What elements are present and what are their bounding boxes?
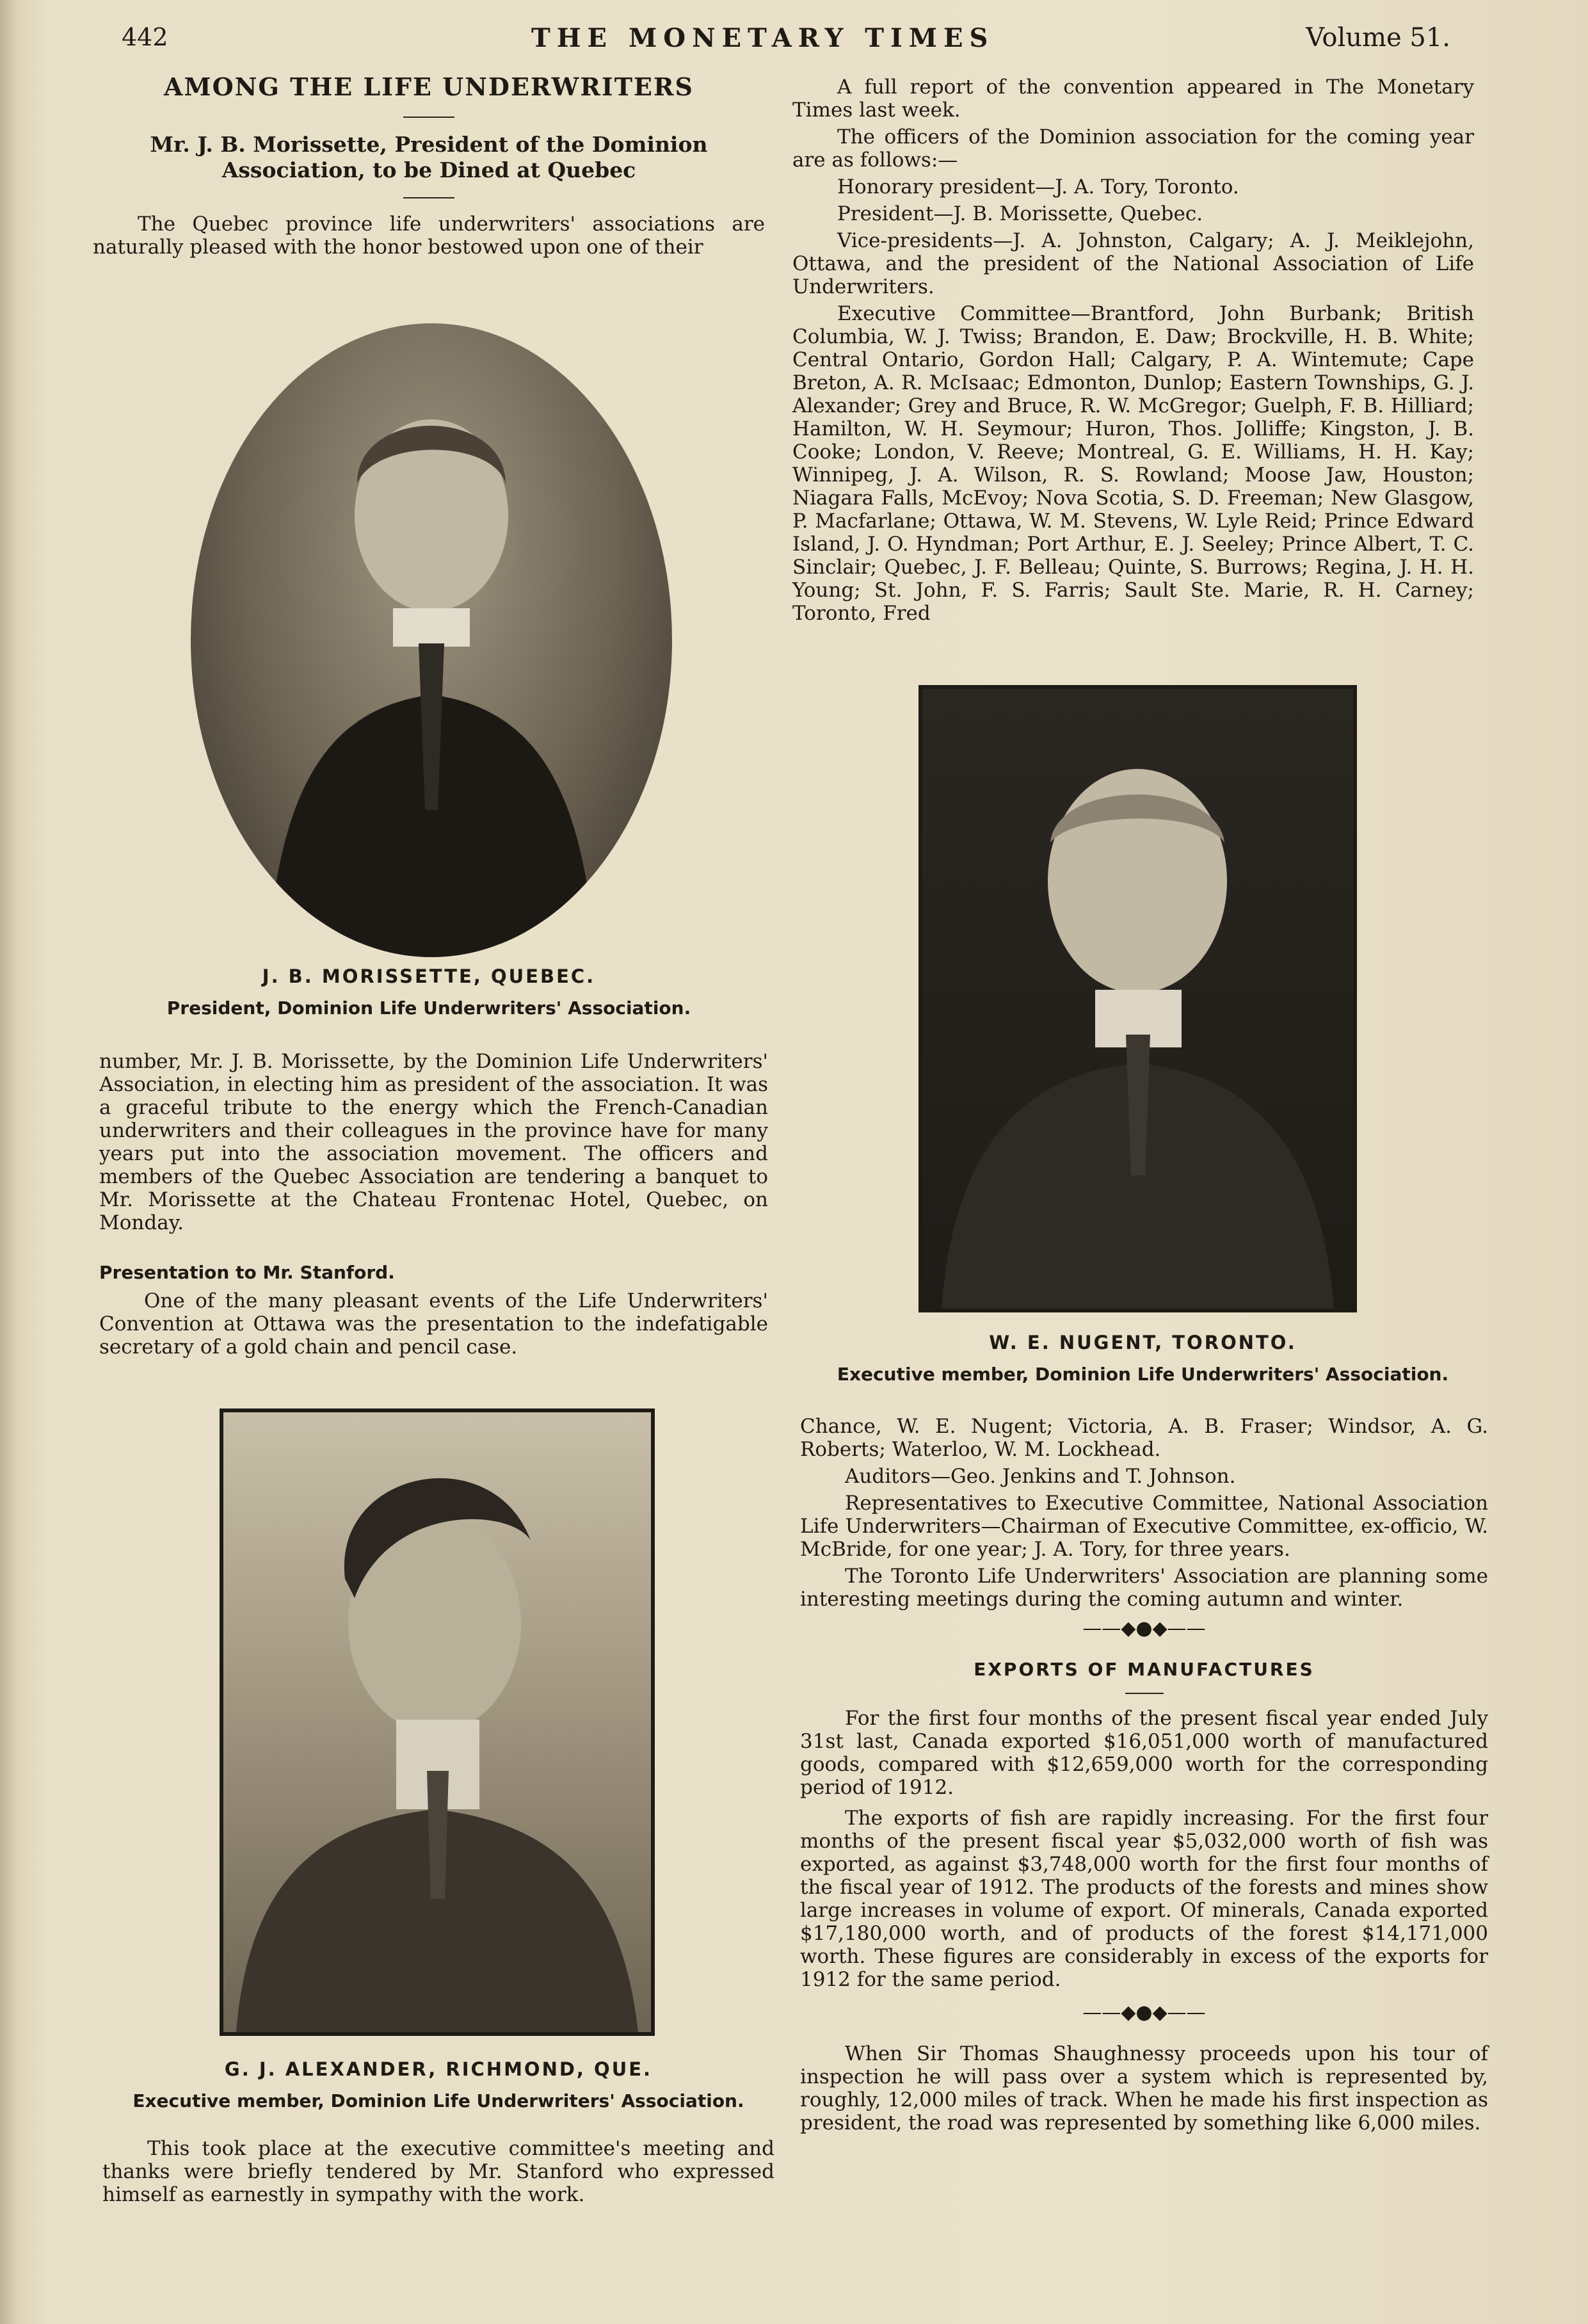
- ornament-divider: ——◆●◆——: [1082, 1617, 1206, 1640]
- paragraph: President—J. B. Morissette, Quebec.: [837, 202, 1203, 225]
- divider: [403, 197, 454, 198]
- paragraph: This took place at the executive committee's meeting and thanks were briefly tendered by Mr. Stanford who expressed himself as earnestly in sympathy with the work.: [102, 2137, 774, 2206]
- right-column-top: [792, 76, 1474, 629]
- publication-title: THE MONETARY TIMES: [531, 23, 995, 53]
- caption-name: G. J. ALEXANDER, RICHMOND, QUE.: [224, 2058, 653, 2080]
- portrait-nugent: [918, 685, 1357, 1312]
- paragraph: Auditors—Geo. Jenkins and T. Johnson.: [845, 1465, 1236, 1488]
- paragraph: Executive Committee—Brantford, John Burbank; British Columbia, W. J. Twiss; Brandon, E. Daw; Brockville, H. B. White; Central Ontario, Gordon Hall; Calgary, P. A. Wintemute; Cape Breton, A. R. McIsaac; Edmonton, Dunlop; Eastern Townships, G. J. Alexander; Grey and Bruce, R. W. McGregor; Guelph, F. B. Hilliard; Hamilton, W. H. Seymour; Huron, Thos. Jolliffe; Kingston, J. B. Cooke; London, V. Reeve; Montreal, G. E. Williams, H. H. Kay; Winnipeg, J. A. Wilson, R. S. Rowland; Moose Jaw, Houston; Niagara Falls, McEvoy; Nova Scotia, S. D. Freeman; New Glasgow, P. Macfarlane; Ottawa, W. M. Stevens, W. Lyle Reid; Prince Edward Island, J. O. Hyndman; Port Arthur, E. J. Seeley; Prince Albert, T. C. Sinclair; Quebec, J. F. Belleau; Quinte, S. Burrows; Regina, J. H. H. Young; St. John, F. S. Farris; Sault Ste. Marie, R. H. Carney; Toronto, Fred: [792, 302, 1474, 625]
- caption-alexander: [93, 2058, 784, 2111]
- photo-area: [922, 689, 1353, 1309]
- divider: [403, 117, 454, 118]
- right-column-middle: [800, 1415, 1488, 2138]
- caption-nugent: [792, 1332, 1493, 1385]
- intro-paragraph: The Quebec province life underwriters' associations are naturally pleased with the honor bestowed upon one of their: [93, 213, 765, 259]
- caption-morissette: [93, 965, 765, 1019]
- portrait-alexander: [220, 1408, 655, 2036]
- volume-label: Volume 51.: [1306, 23, 1450, 52]
- paragraph: Vice-presidents—J. A. Johnston, Calgary; A. J. Meiklejohn, Ottawa, and the president of the National Association of Life Underwriters.: [792, 229, 1474, 298]
- paragraph: Representatives to Executive Committee, National Association Life Underwriters—Chairman of Executive Committee, ex-officio, W. McBride, for one year; J. A. Tory, for three years.: [800, 1492, 1488, 1561]
- left-column-top: [93, 72, 765, 262]
- paragraph: number, Mr. J. B. Morissette, by the Dominion Life Underwriters' Association, in electing him as president of the association. It was a graceful tribute to the energy which the French-Canadian underwriters and their colleagues in the province have for many years put into the association movement. The officers and members of the Quebec Association are tendering a banquet to Mr. Morissette at the Chateau Frontenac Hotel, Quebec, on Monday.: [99, 1050, 768, 1234]
- paragraph: The officers of the Dominion association for the coming year are as follows:—: [792, 125, 1474, 172]
- portrait-figure: [922, 689, 1353, 1309]
- paragraph: Chance, W. E. Nugent; Victoria, A. B. Fraser; Windsor, A. G. Roberts; Waterloo, W. M. Lockhead.: [800, 1415, 1488, 1461]
- caption-name: W. E. NUGENT, TORONTO.: [989, 1332, 1297, 1353]
- portrait-figure: [191, 323, 672, 957]
- paragraph: The exports of fish are rapidly increasing. For the first four months of the present fiscal year $5,032,000 worth of fish was exported, as against $3,748,000 worth for the first four months of the fiscal year of 1912. The products of the forests and mines show large increases in volume of export. Of minerals, Canada exported $17,180,000 worth, and of products of the forest $14,171,000 worth. These figures are considerably in excess of the exports for 1912 for the same period.: [800, 1807, 1488, 1991]
- paragraph: A full report of the convention appeared in The Monetary Times last week.: [792, 76, 1474, 122]
- caption-role: President, Dominion Life Underwriters' Association.: [166, 997, 691, 1019]
- paragraph: The Toronto Life Underwriters' Association are planning some interesting meetings during the coming autumn and winter.: [800, 1565, 1488, 1611]
- left-column-bottom: [102, 2137, 774, 2210]
- paragraph: For the first four months of the present fiscal year ended July 31st last, Canada exported $16,051,000 worth of manufactured goods, compared with $12,659,000 worth for the corresponding period of 1912.: [800, 1707, 1488, 1799]
- portrait-figure: [223, 1412, 651, 2032]
- paragraph: One of the many pleasant events of the Life Underwriters' Convention at Ottawa was the presentation to the indefatigable secretary of a gold chain and pencil case.: [99, 1289, 768, 1359]
- ornament-divider: ——◆●◆——: [1082, 2001, 1206, 2024]
- divider: [1125, 1693, 1164, 1694]
- section-heading-exports: EXPORTS OF MANUFACTURES: [974, 1659, 1315, 1680]
- article-title: AMONG THE LIFE UNDERWRITERS: [164, 72, 694, 101]
- section-heading: Presentation to Mr. Stanford.: [99, 1262, 395, 1283]
- page-number: 442: [122, 23, 168, 51]
- portrait-morissette: [191, 323, 672, 957]
- article-subtitle: Mr. J. B. Morissette, President of the Dominion Association, to be Dined at Quebec: [150, 132, 708, 182]
- left-column-middle: [99, 1050, 768, 1362]
- paragraph: Honorary president—J. A. Tory, Toronto.: [837, 175, 1239, 198]
- caption-name: J. B. MORISSETTE, QUEBEC.: [262, 965, 596, 987]
- paragraph: When Sir Thomas Shaughnessy proceeds upon his tour of inspection he will pass over a system which is represented by, roughly, 12,000 miles of track. When he made his first inspection as president, the road was represented by something like 6,000 miles.: [800, 2042, 1488, 2134]
- caption-role: Executive member, Dominion Life Underwriters' Association.: [837, 1364, 1449, 1385]
- caption-role: Executive member, Dominion Life Underwriters' Association.: [132, 2090, 744, 2111]
- photo-area: [223, 1412, 651, 2032]
